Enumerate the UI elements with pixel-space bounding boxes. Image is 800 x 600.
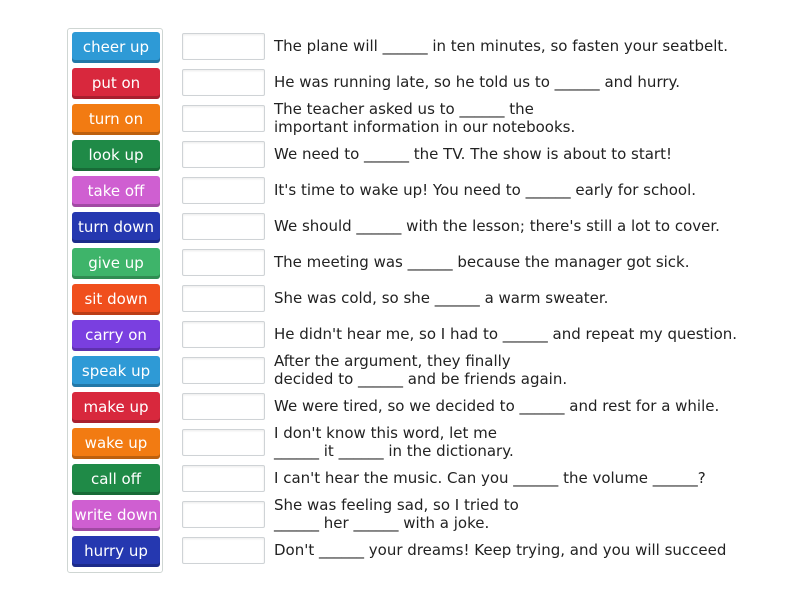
tile-panel [67,28,163,573]
sentence-6: We should ______ with the lesson; there's still a lot to cover. [274,217,720,235]
answer-slot-2[interactable] [182,69,265,96]
answer-slot-15[interactable] [182,537,265,564]
sentence-8: She was cold, so she ______ a warm sweater. [274,289,609,307]
sentence-7: The meeting was ______ because the manager got sick. [274,253,690,271]
answer-slot-6[interactable] [182,213,265,240]
tile-look-up[interactable]: look up [72,140,160,171]
tile-call-off[interactable]: call off [72,464,160,495]
tile-turn-on[interactable]: turn on [72,104,160,135]
sentence-5: It's time to wake up! You need to ______ early for school. [274,181,697,199]
answer-slot-13[interactable] [182,465,265,492]
sentence-12: I don't know this word, let me ______ it ______ in the dictionary. [274,424,514,460]
sentence-10: After the argument, they finally decided to ______ and be friends again. [274,352,568,388]
answer-slot-7[interactable] [182,249,265,276]
sentence-1: The plane will ______ in ten minutes, so fasten your seatbelt. [274,37,729,55]
answer-slot-10[interactable] [182,357,265,384]
sentence-9: He didn't hear me, so I had to ______ and repeat my question. [274,325,738,343]
tile-hurry-up[interactable]: hurry up [72,536,160,567]
tile-make-up[interactable]: make up [72,392,160,423]
answer-slot-9[interactable] [182,321,265,348]
answer-slot-11[interactable] [182,393,265,420]
sentence-4: We need to ______ the TV. The show is about to start! [274,145,672,163]
sentence-2: He was running late, so he told us to ______ and hurry. [274,73,681,91]
answer-slot-3[interactable] [182,105,265,132]
tile-put-on[interactable]: put on [72,68,160,99]
tile-turn-down[interactable]: turn down [72,212,160,243]
answer-slot-5[interactable] [182,177,265,204]
sentence-3: The teacher asked us to ______ the important information in our notebooks. [274,100,576,136]
answer-slot-8[interactable] [182,285,265,312]
answer-slot-1[interactable] [182,33,265,60]
tile-write-down[interactable]: write down [72,500,160,531]
answer-slot-12[interactable] [182,429,265,456]
sentence-15: Don't ______ your dreams! Keep trying, and you will succeed [274,541,727,559]
sentence-14: She was feeling sad, so I tried to ______ her ______ with a joke. [274,496,519,532]
sentence-11: We were tired, so we decided to ______ and rest for a while. [274,397,720,415]
tile-carry-on[interactable]: carry on [72,320,160,351]
tile-wake-up[interactable]: wake up [72,428,160,459]
answer-slot-14[interactable] [182,501,265,528]
tile-take-off[interactable]: take off [72,176,160,207]
tile-speak-up[interactable]: speak up [72,356,160,387]
tile-sit-down[interactable]: sit down [72,284,160,315]
tile-cheer-up[interactable]: cheer up [72,32,160,63]
sentence-13: I can't hear the music. Can you ______ the volume ______? [274,469,706,487]
tile-give-up[interactable]: give up [72,248,160,279]
answer-slot-4[interactable] [182,141,265,168]
